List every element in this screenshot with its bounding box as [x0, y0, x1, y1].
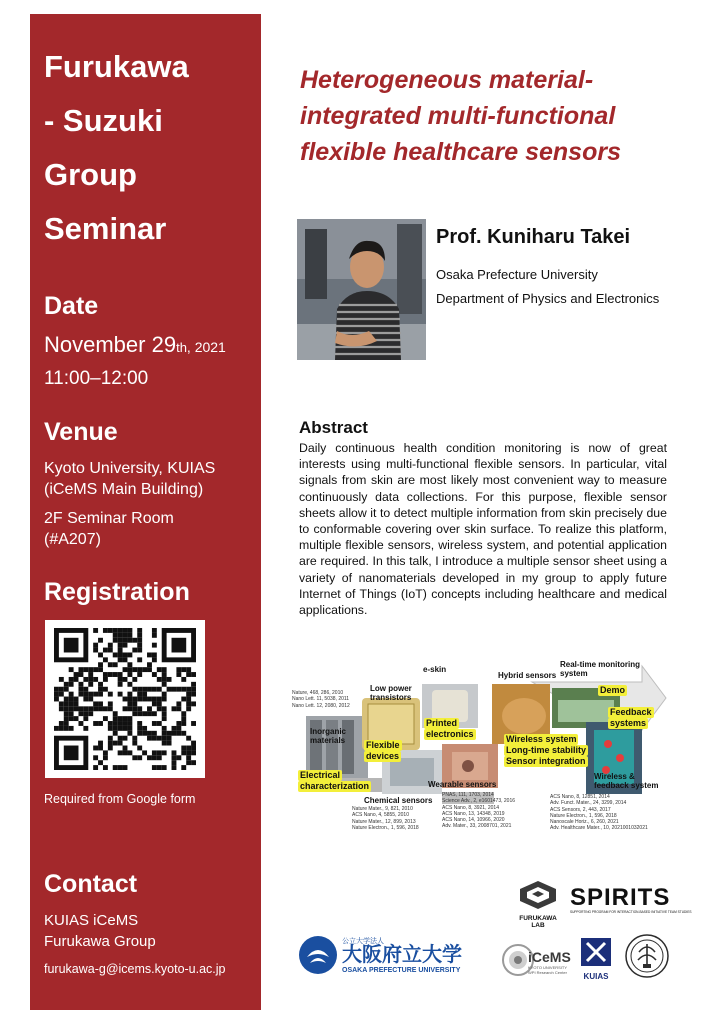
registration-heading: Registration	[44, 578, 190, 606]
abstract-body: Daily continuous health condition monitoring is now of great interests using multi-functional flexible sensors. In particular, vital signals from skin are most likely most convenient way to measure continuously data collections. For this purpose, flexible sensor sheets allow it to detect multiple information from skin precisely due to conformable covering over skin surface. To realize this platform, multiple flexible sensors, wireless system, and potential application are required. In this talk, I introduce a multiple sensor sheet using a variety of nanomaterials developed in my group to apply future Internet of Things (IoT) concepts including healthcare and medical applications.	[299, 441, 667, 618]
furukawa-lab-text: FURUKAWA LAB	[519, 915, 557, 929]
figure-label-systems: systems	[610, 718, 647, 728]
speaker-photo	[297, 219, 426, 360]
speaker-department: Department of Physics and Electronics	[436, 291, 660, 306]
seminar-title-line: Group	[44, 157, 137, 192]
figure-label-hybrid-sensors: Hybrid sensors	[498, 671, 557, 680]
contact-heading: Contact	[44, 870, 138, 898]
venue-heading: Venue	[44, 418, 118, 446]
contact-line: Furukawa Group	[44, 933, 156, 950]
figure-label-printed: Printed	[426, 718, 458, 728]
venue-room: 2F Seminar Room	[44, 510, 174, 527]
kuias-logo	[578, 937, 614, 981]
figure-label-wireless-system: Wireless system	[506, 734, 577, 744]
icems-logo	[502, 941, 571, 984]
talk-title	[300, 62, 700, 170]
opu-small-text: 公立大学法人	[342, 938, 384, 945]
registration-note: Required from Google form	[44, 792, 196, 806]
seminar-title-line: - Suzuki	[44, 103, 163, 138]
opu-en-text: OSAKA PREFECTURE UNIVERSITY	[342, 967, 461, 974]
figure-label-chemical-sensors: Chemical sensors	[364, 796, 433, 805]
figure-label-electrical: Electrical	[300, 770, 341, 780]
figure-label-wireless-feedback: Wireless &	[594, 772, 635, 781]
figure-label-electronics: electronics	[426, 729, 474, 739]
figure-label-characterization: characterization	[300, 781, 370, 791]
contact-email-link[interactable]: furukawa-g@icems.kyoto-u.ac.jp	[44, 962, 226, 976]
icems-text: iCeMS	[528, 949, 571, 965]
figure-label-materials: materials	[310, 736, 346, 745]
figure-label-transistors: transistors	[370, 693, 412, 702]
figure-label-demo: Demo	[600, 685, 626, 695]
speaker-affiliation: Osaka Prefecture University	[436, 267, 598, 282]
date-heading: Date	[44, 292, 99, 320]
opu-jp-text: 大阪府立大学	[342, 944, 462, 966]
kyoto-university-seal-icon	[625, 934, 669, 978]
date-year: , 2021	[186, 339, 226, 355]
icems-subtext: KYOTO UNIVERSITY WPI Research Center	[528, 965, 568, 975]
research-overview-figure	[292, 660, 668, 842]
date-day: November 29	[44, 332, 177, 357]
seminar-title-line: Furukawa	[44, 49, 189, 84]
spirits-text: SPIRITS	[570, 884, 671, 911]
figure-label-devices: devices	[366, 751, 400, 761]
talk-title-line: Heterogeneous material-	[300, 66, 594, 94]
kuias-emblem-icon	[578, 937, 614, 967]
seminar-title	[44, 40, 254, 256]
figure-label-feedback: Feedback	[610, 707, 652, 717]
date-suffix: th	[176, 340, 187, 355]
talk-title-line: integrated multi-functional	[300, 102, 616, 130]
opu-emblem-icon	[298, 935, 338, 975]
spirits-subtext: SUPPORTING PROGRAM FOR INTERACTION-BASED INITIATIVE TEAM STUDIES	[570, 910, 692, 914]
figure-label-sensor-integration: Sensor integration	[506, 756, 586, 766]
figure-label-real-time: Real-time monitoring	[560, 660, 641, 669]
speaker-name: Prof. Kuniharu Takei	[436, 226, 631, 248]
figure-label-feedback-system: feedback system	[594, 781, 659, 790]
figure-label-flexible: Flexible	[366, 740, 400, 750]
time-value: 11:00–12:00	[44, 368, 149, 389]
figure-label-wearable-sensors: Wearable sensors	[428, 780, 497, 789]
sidebar-panel	[30, 14, 261, 1010]
abstract-heading: Abstract	[299, 418, 368, 437]
kuias-text: KUIAS	[583, 972, 609, 981]
figure-label-e-skin: e-skin	[423, 665, 447, 674]
figure-label-system: system	[560, 669, 588, 678]
figure-refs-top: Nature, 468, 286, 2010 Nano Lett. 11, 5038, 2011 Nano Lett. 12, 2080, 2012	[292, 690, 350, 709]
figure-label-low-power: Low power	[370, 684, 412, 693]
figure-label-inorganic: Inorganic	[310, 727, 347, 736]
figure-refs-bottom-right: ACS Nano, 8, 12851, 2014 Adv. Funct. Mater., 24, 3299, 2014 ACS Sensors, 2, 443, 2017 Nature Electron., 1, 596, 2018 Nanoscale Horiz., 6, 260, 2021 Adv. Healthcare Mater., 10, 2021001032021	[550, 794, 648, 832]
figure-refs-bottom-left: Nature Mater., 9, 821, 2010 ACS Nano, 4, 5855, 2010 Nature Mater., 12, 899, 2013 Nature Electron., 1, 596, 2018	[352, 806, 419, 831]
figure-label-long-time-stability: Long-time stability	[506, 745, 587, 755]
seminar-title-line: Seminar	[44, 211, 167, 246]
contact-line: KUIAS iCeMS	[44, 912, 139, 929]
registration-qr-code[interactable]	[45, 620, 205, 778]
date-value	[44, 332, 226, 358]
venue-room-code: (#A207)	[44, 531, 101, 548]
furukawa-hexagon-icon	[518, 880, 558, 910]
figure-refs-bottom-middle: PNAS, 111, 1703, 2014 Science Adv., 2, e1601473, 2016 ACS Nano, 8, 3921, 2014 ACS Nano, 13, 14348, 2019 ACS Nano, 14, 10966, 2020 Adv. Mater., 33, 2008701, 2021	[442, 792, 516, 830]
venue-line: (iCeMS Main Building)	[44, 481, 204, 498]
talk-title-line: flexible healthcare sensors	[300, 138, 621, 166]
spirits-logo	[570, 884, 692, 914]
qr-code-icon	[53, 628, 197, 770]
furukawa-lab-logo	[512, 880, 564, 929]
venue-line: Kyoto University, KUIAS	[44, 460, 216, 477]
kyoto-university-seal	[625, 934, 669, 983]
